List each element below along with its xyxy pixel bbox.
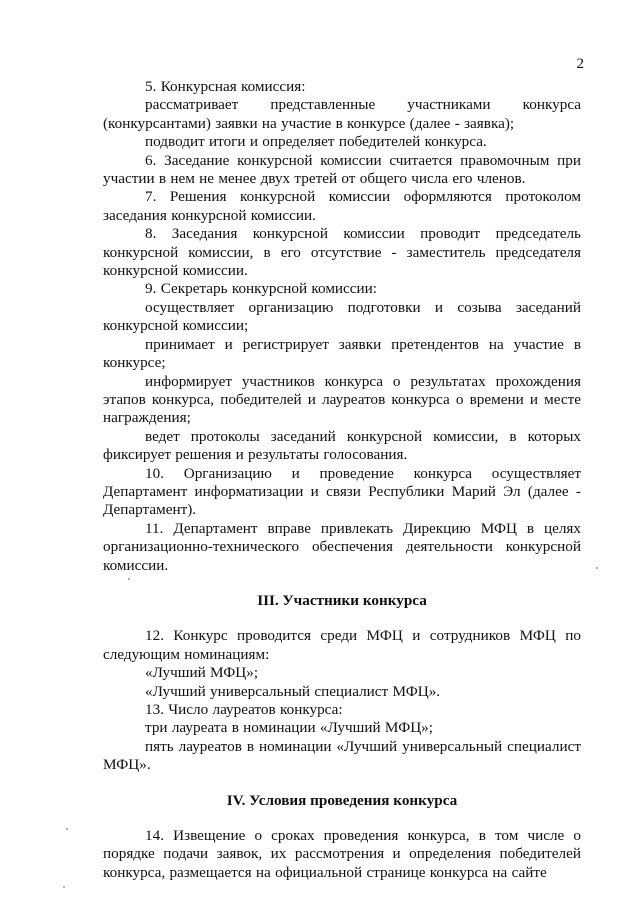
paragraph: «Лучший универсальный специалист МФЦ».	[145, 682, 441, 700]
document-body	[103, 78, 581, 882]
paragraph: 6. Заседание конкурсной комиссии считается правомочным при участии в нем не менее двух третей от общего числа его членов.	[103, 151, 581, 188]
paragraph: три лауреата в номинации «Лучший МФЦ»;	[145, 719, 433, 737]
section-conditions	[103, 827, 581, 882]
paragraph: ведет протоколы заседаний конкурсной комиссии, в которых фиксирует решения и результаты голосования.	[103, 427, 581, 464]
paragraph: принимает и регистрирует заявки претендентов на участие в конкурсе;	[103, 335, 581, 372]
paragraph: информирует участников конкурса о результатах прохождения этапов конкурса, победителей и лауреатов конкурса о времени и месте награждения;	[103, 372, 581, 427]
section-participants	[103, 627, 581, 774]
page-number: 2	[576, 56, 584, 72]
paragraph: 7. Решения конкурсной комиссии оформляются протоколом заседания конкурсной комиссии.	[103, 188, 581, 224]
scan-speck	[596, 567, 598, 569]
paragraph: 14. Извещение о сроках проведения конкурса, в том числе о порядке подачи заявок, их рассмотрения и определения победителей конкурса, размещается на официальной странице конкурса на сайте	[103, 827, 581, 881]
paragraph: пять лауреатов в номинации «Лучший универсальный специалист МФЦ».	[103, 737, 581, 774]
section-heading-conditions: IV. Условия проведения конкурса	[226, 791, 458, 809]
paragraph: осуществляет организацию подготовки и созыва заседаний конкурсной комиссии;	[103, 298, 581, 335]
paragraph: 8. Заседания конкурсной комиссии проводит председатель конкурсной комиссии, в его отсутствие - заместитель председателя конкурсной комиссии.	[103, 225, 581, 280]
paragraph: 9. Секретарь конкурсной комиссии:	[145, 280, 378, 298]
paragraph: подводит итоги и определяет победителей конкурса.	[145, 133, 487, 151]
scan-speck	[63, 886, 65, 888]
paragraph: 12. Конкурс проводится среди МФЦ и сотрудников МФЦ по следующим номинациям:	[103, 627, 581, 663]
paragraph: 13. Число лауреатов конкурса:	[145, 701, 343, 718]
scan-speck	[66, 828, 68, 830]
section-heading-participants: III. Участники конкурса	[257, 591, 427, 609]
paragraph: «Лучший МФЦ»;	[145, 664, 259, 682]
paragraph: 11. Департамент вправе привлекать Дирекцию МФЦ в целях организационно-технического обеспечения деятельности конкурсной комиссии.	[103, 519, 581, 574]
scan-speck	[128, 578, 130, 580]
section-commission	[103, 78, 581, 575]
paragraph: рассматривает представленные участниками конкурса (конкурсантами) заявки на участие в конкурсе (далее - заявка);	[103, 96, 581, 132]
paragraph: 5. Конкурсная комиссия:	[145, 78, 306, 95]
paragraph: 10. Организацию и проведение конкурса осуществляет Департамент информатизации и связи Республики Марий Эл (далее - Департамент).	[103, 464, 581, 519]
